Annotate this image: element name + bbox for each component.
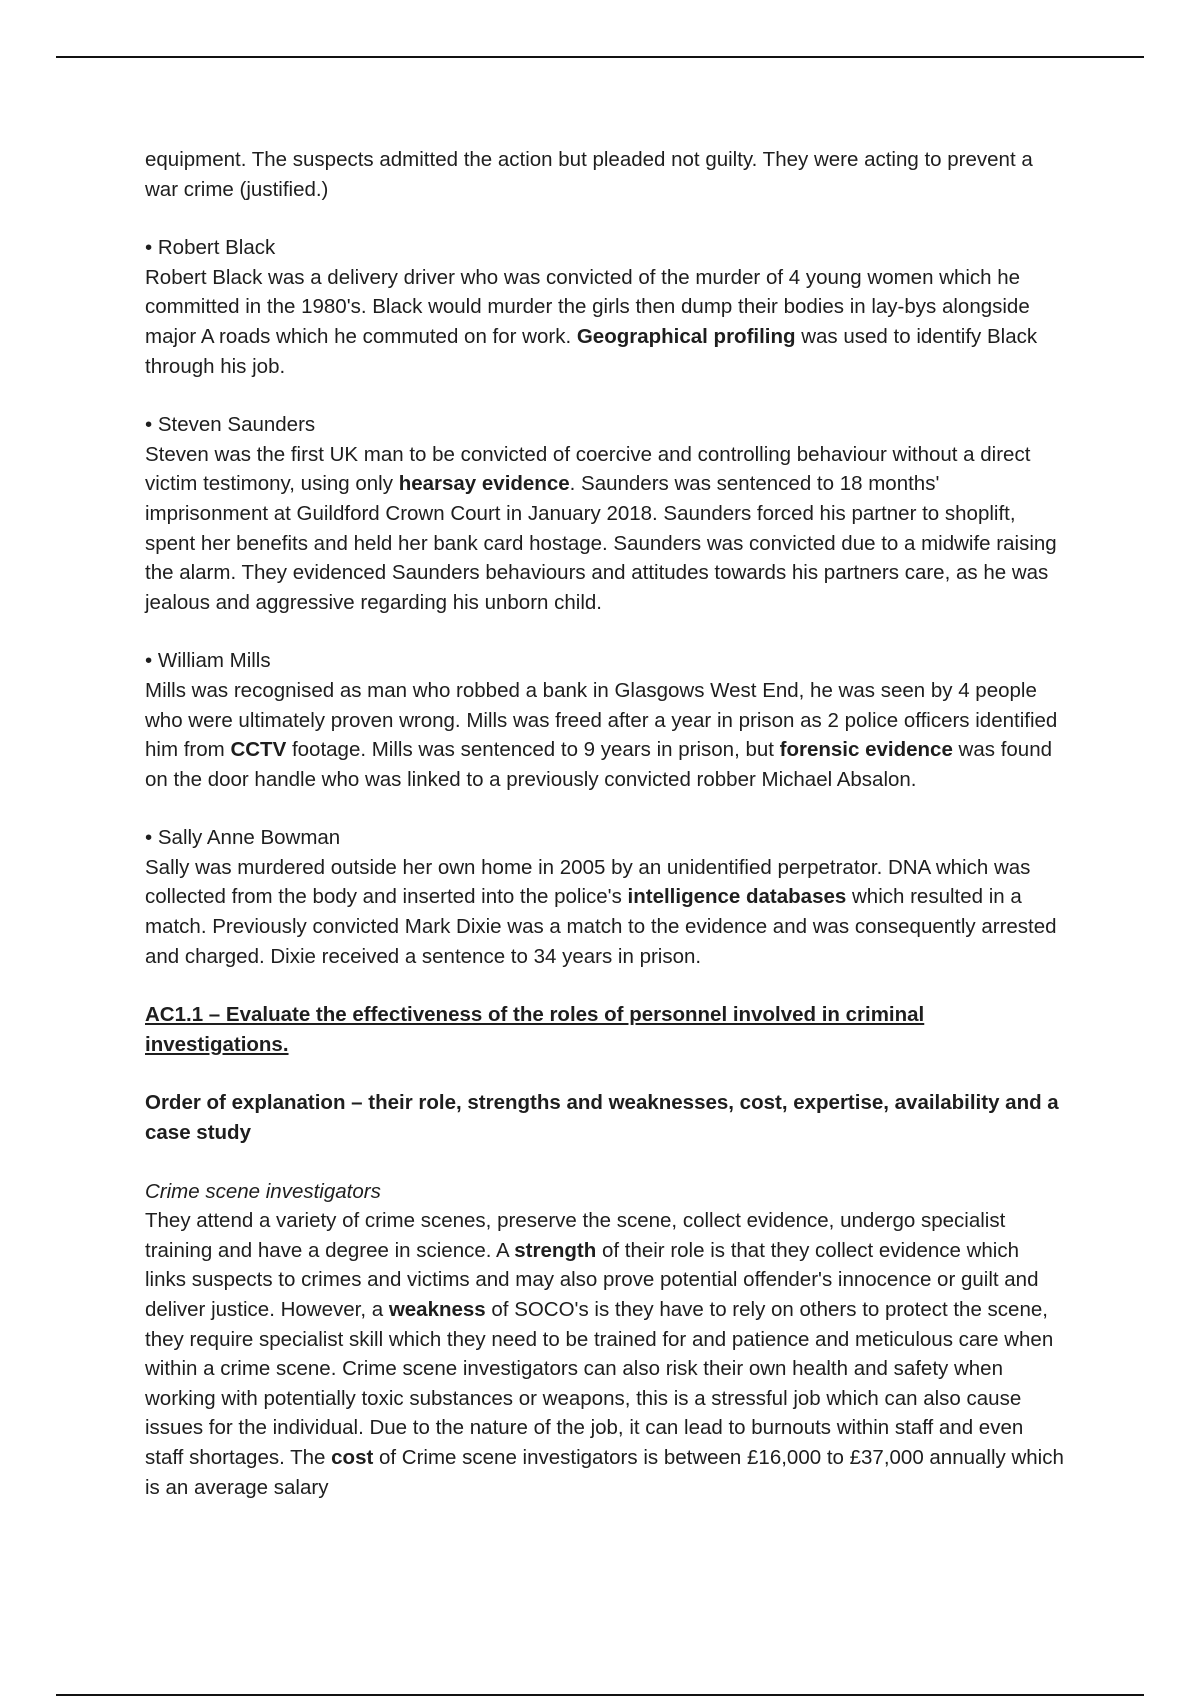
- case-text: Sally was murdered outside her own home in 2005 by an unidentified perpetrator. DNA which was collected from the body and inserted into the police's: [145, 855, 1031, 909]
- case-text: Mills was recognised as man who robbed a bank in Glasgows West End, he was seen by 4 people who were ultimately proven wrong. Mills was freed after a year in prison as 2 police officers identified him from: [145, 678, 1058, 762]
- key-term: forensic evidence: [779, 738, 953, 762]
- case-robert-black: [145, 233, 1065, 381]
- csi-text: They attend a variety of crime scenes, preserve the scene, collect evidence, undergo specialist training and have a degree in science. A: [145, 1209, 1006, 1262]
- key-term: CCTV: [230, 738, 287, 762]
- case-title: • Sally Anne Bowman: [145, 826, 341, 850]
- order-heading: Order of explanation – their role, strengths and weaknesses, cost, expertise, availability and a case study: [145, 1091, 1059, 1145]
- case-body: [145, 676, 1065, 794]
- key-term: intelligence databases: [627, 885, 847, 909]
- csi-section: [145, 1177, 1065, 1503]
- case-body: [145, 440, 1065, 618]
- bottom-rule: [56, 1694, 1144, 1696]
- key-term: Geographical profiling: [576, 324, 796, 348]
- case-william-mills: [145, 646, 1065, 794]
- case-text: Robert Black was a delivery driver who was convicted of the murder of 4 young women which he committed in the 1980's. Black would murder the girls then dump their bodies in lay-bys alongside major A roads which he commuted on for work.: [145, 265, 1030, 348]
- top-rule: [56, 56, 1144, 58]
- key-term: hearsay evidence: [398, 472, 570, 496]
- intro-paragraph: equipment. The suspects admitted the action but pleaded not guilty. They were acting to prevent a war crime (justified.): [145, 148, 1033, 201]
- section-heading: AC1.1 – Evaluate the effectiveness of the roles of personnel involved in criminal investigations.: [145, 1003, 925, 1056]
- key-term: weakness: [388, 1298, 486, 1321]
- csi-text: of Crime scene investigators is between £16,000 to £37,000 annually which is an average salary: [145, 1445, 1064, 1499]
- case-text: was found on the door handle who was linked to a previously convicted robber Michael Absalon.: [145, 738, 1053, 791]
- case-text: Steven was the first UK man to be convicted of coercive and controlling behaviour without a direct victim testimony, using only: [145, 442, 1031, 496]
- csi-body: [145, 1209, 1064, 1498]
- csi-text: of SOCO's is they have to rely on others to protect the scene, they require specialist skill which they need to be trained for and patience and meticulous care when within a crime scene. Crime scene investigators can also risk their own health and safety when working with potentially toxic substances or weapons, this is a stressful job which can also cause issues for the individual. Due to the nature of the job, it can lead to burnouts within staff and even staff shortages. The: [145, 1298, 1054, 1469]
- case-title: • William Mills: [145, 649, 271, 673]
- key-term: strength: [514, 1238, 597, 1262]
- csi-text: of their role is that they collect evidence which links suspects to crimes and victims and may also prove potential offender's innocence or guilt and deliver justice. However, a: [145, 1238, 1039, 1321]
- case-sally-anne-bowman: [145, 823, 1065, 971]
- case-text: . Saunders was sentenced to 18 months' imprisonment at Guildford Crown Court in January 2018. Saunders forced his partner to shoplift, spent her benefits and held her bank card hostage. Saunders was convicted due to a midwife raising the alarm. They evidenced Saunders behaviours and attitudes towards his partners care, as he was jealous and aggressive regarding his unborn child.: [145, 472, 1057, 614]
- case-title: • Robert Black: [145, 236, 276, 260]
- case-title: • Steven Saunders: [145, 413, 316, 437]
- document-body: [145, 145, 1065, 1531]
- case-body: [145, 853, 1065, 971]
- case-text: which resulted in a match. Previously convicted Mark Dixie was a match to the evidence and was consequently arrested and charged. Dixie received a sentence to 34 years in prison.: [145, 885, 1057, 968]
- key-term: cost: [331, 1445, 374, 1469]
- case-text: was used to identify Black through his job.: [145, 324, 1038, 378]
- case-steven-saunders: [145, 410, 1065, 617]
- case-text: footage. Mills was sentenced to 9 years in prison, but: [286, 738, 780, 762]
- csi-title: Crime scene investigators: [145, 1179, 381, 1203]
- case-body: [145, 263, 1065, 381]
